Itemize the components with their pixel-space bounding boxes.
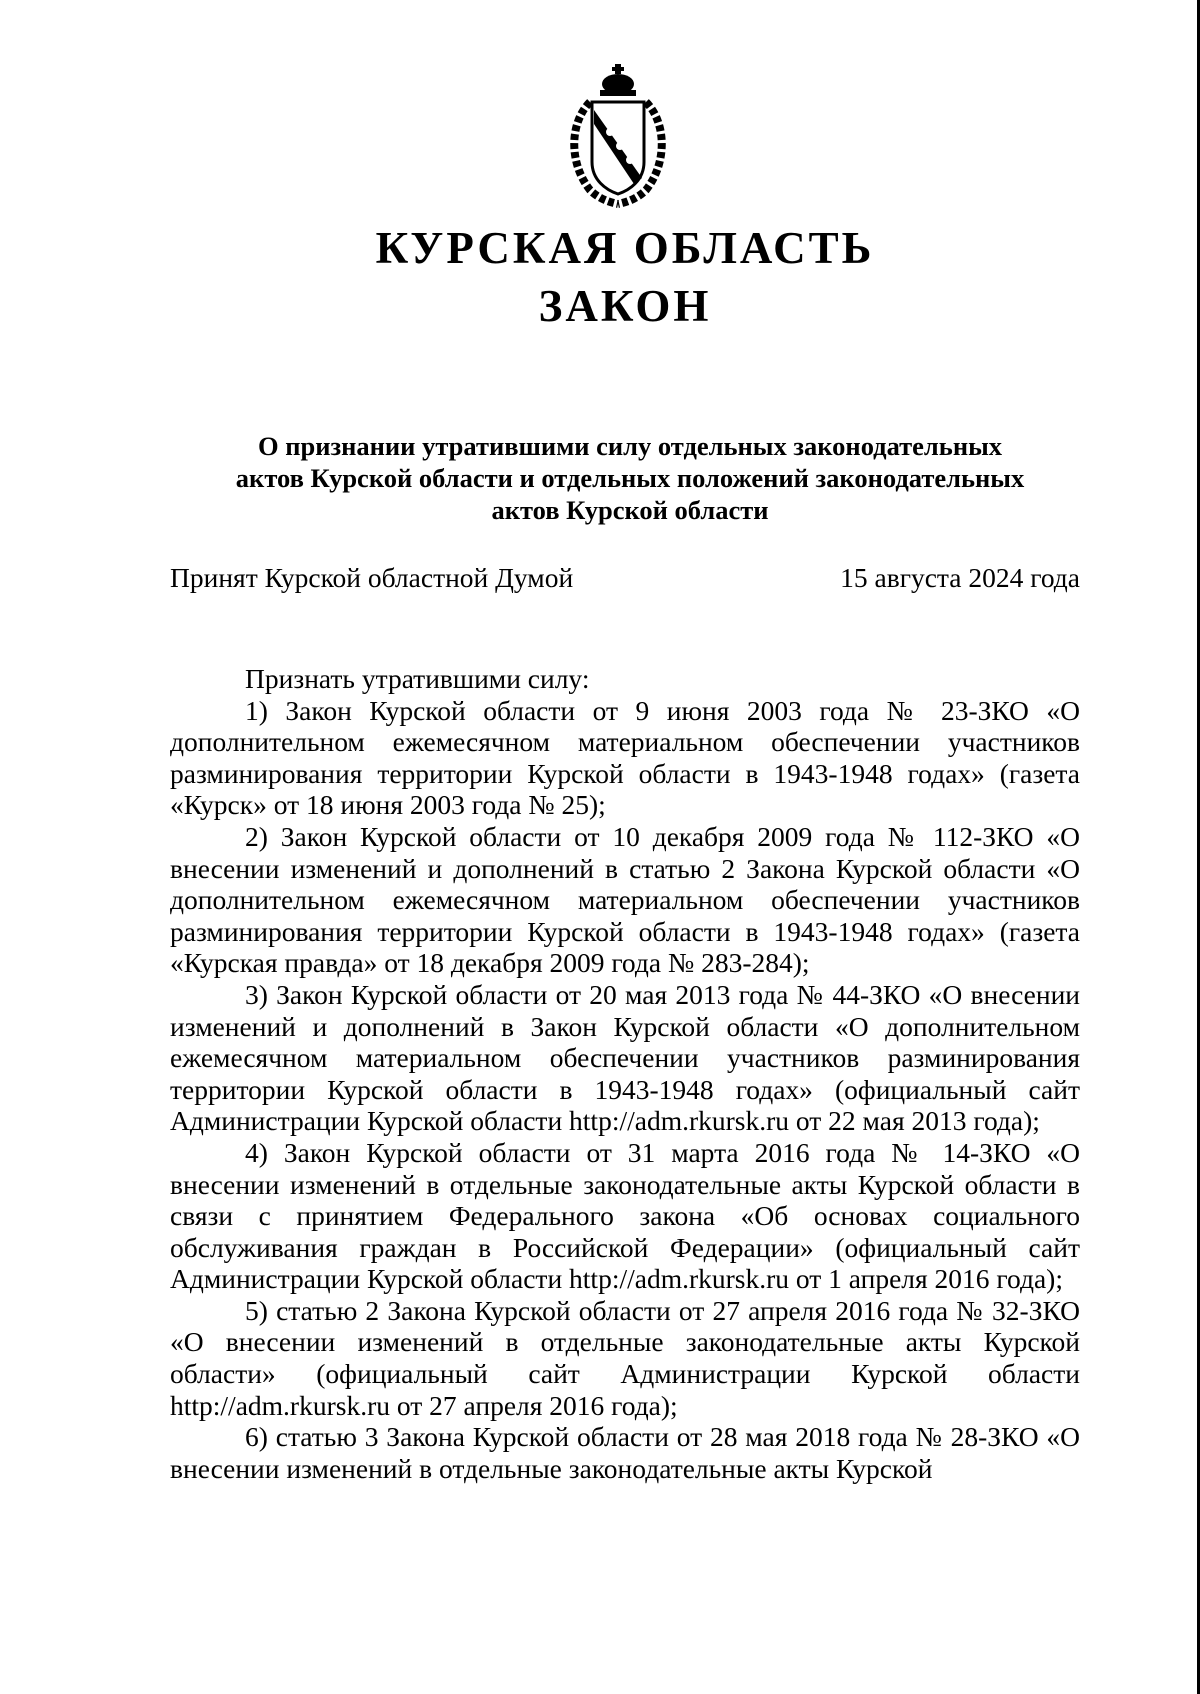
adopted-by: Принят Курской областной Думой — [170, 562, 574, 593]
list-item: 2) Закон Курской области от 10 декабря 2009 года № 112-ЗКО «О внесении изменений и дополнений в статью 2 Закона Курской области «О дополнительном ежемесячном материальном обеспечении участников разминирования территории Курской области в 1943-1948 годах» (газета «Курская правда» от 18 декабря 2009 года № 283-284); — [170, 820, 1080, 979]
body-intro: Признать утратившими силу: — [245, 663, 590, 694]
list-item: 6) статью 3 Закона Курской области от 28 мая 2018 года № 28-ЗКО «О внесении изменений в отдельные законодательные акты Курской — [170, 1421, 1080, 1484]
list-item: 4) Закон Курской области от 31 марта 2016 года № 14-ЗКО «О внесении изменений в отдельные законодательные акты Курской области в связи с принятием Федерального закона «Об основах социального обслуживания граждан в Российской Федерации» (официальный сайт Администрации Курской области http://adm.rkursk.ru от 1 апреля 2016 года); — [170, 1136, 1080, 1295]
law-body — [170, 663, 1080, 1484]
adoption-date: 15 августа 2024 года — [840, 562, 1080, 593]
law-title-line: актов Курской области — [491, 495, 769, 525]
region-title: КУРСКАЯ ОБЛАСТЬ — [375, 223, 875, 273]
list-item: 5) статью 2 Закона Курской области от 27 апреля 2016 года № 32-ЗКО «О внесении изменений в отдельные законодательные акты Курской области» (официальный сайт Администрации Курской области http://adm.rkursk.ru от 27 апреля 2016 года); — [170, 1294, 1080, 1421]
list-item: 3) Закон Курской области от 20 мая 2013 года № 44-ЗКО «О внесении изменений и дополнений в Закон Курской области «О дополнительном ежемесячном материальном обеспечении участников разминирования территории Курской области в 1943-1948 годах» (официальный сайт Администрации Курской области http://adm.rkursk.ru от 22 мая 2013 года); — [170, 978, 1080, 1137]
law-title — [190, 430, 1070, 526]
list-item: 1) Закон Курской области от 9 июня 2003 года № 23-ЗКО «О дополнительном ежемесячном материальном обеспечении участников разминирования территории Курской области в 1943-1948 годах» (газета «Курск» от 18 июня 2003 года № 25); — [170, 694, 1080, 821]
document-type: ЗАКОН — [538, 281, 712, 331]
law-title-line: актов Курской области и отдельных положений законодательных — [235, 463, 1025, 493]
coat-of-arms-icon — [560, 62, 676, 208]
law-title-line: О признании утратившими силу отдельных законодательных — [257, 431, 1003, 461]
